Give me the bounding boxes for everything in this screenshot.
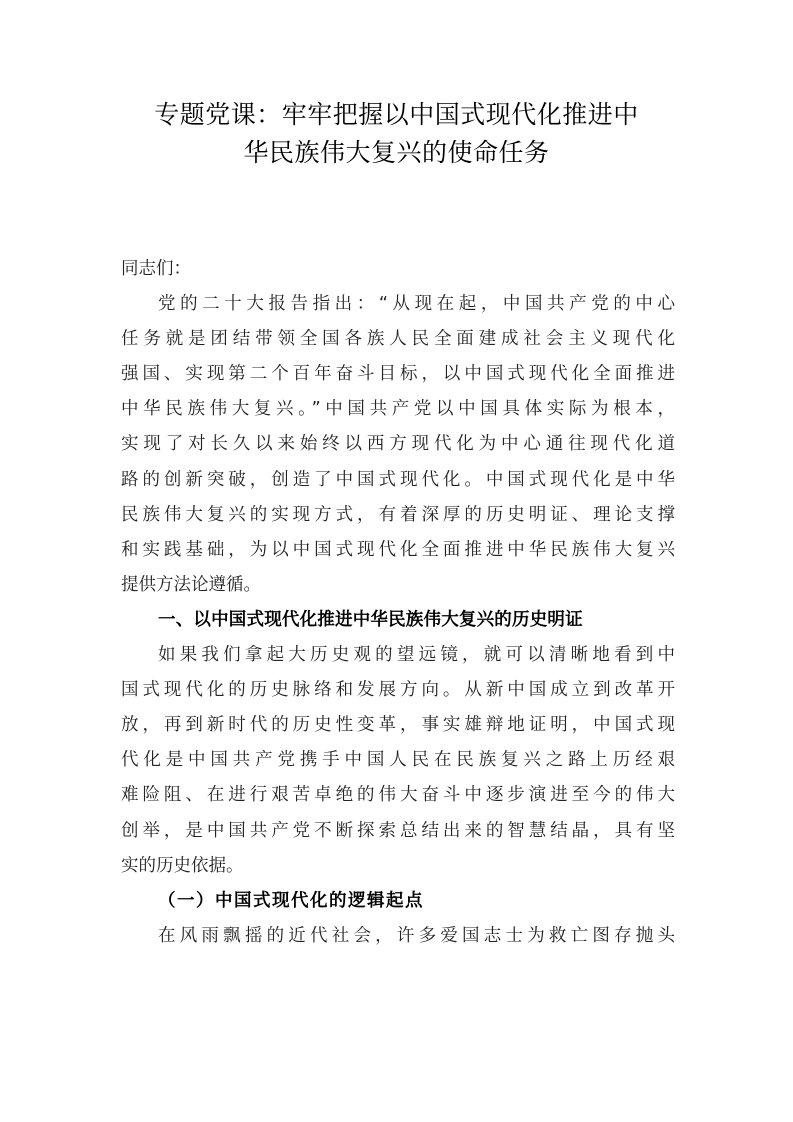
paragraph-line: 强国、实现第二个百年奋斗目标，以中国式现代化全面推进 [121, 364, 675, 385]
document-body [121, 252, 675, 954]
paragraph-line: 实的历史依据。 [121, 855, 244, 876]
section-heading-1: 一、以中国式现代化推进中华民族伟大复兴的历史明证 [158, 609, 583, 630]
paragraph-line: 和实践基础，为以中国式现代化全面推进中华民族伟大复兴 [121, 539, 675, 560]
paragraph-line: 代化是中国共产党携手中国人民在民族复兴之路上历经艰 [121, 750, 675, 771]
salutation: 同志们： [121, 259, 191, 279]
paragraph-2 [121, 638, 675, 884]
paragraph-line: 中华民族伟大复兴。”中国共产党以中国具体实际为根本， [121, 399, 675, 420]
paragraph-line: 民族伟大复兴的实现方式，有着深厚的历史明证、理论支撑 [121, 504, 675, 525]
paragraph-line: 创举，是中国共产党不断探索总结出来的智慧结晶，具有坚 [121, 820, 675, 841]
subsection-heading-1: （一）中国式现代化的逻辑起点 [158, 890, 424, 911]
paragraph-line: 实现了对长久以来始终以西方现代化为中心通往现代化道 [121, 434, 675, 455]
paragraph-line: 在风雨飘摇的近代社会，许多爱国志士为救亡图存抛头 [158, 925, 675, 946]
paragraph-line: 提供方法论遵循。 [121, 574, 261, 595]
title-line-1: 专题党课：牢牢把握以中国式现代化推进中 [154, 100, 639, 129]
paragraph-line: 党的二十大报告指出：“从现在起，中国共产党的中心 [158, 294, 675, 315]
paragraph-line: 难险阻、在进行艰苦卓绝的伟大奋斗中逐步演进至今的伟大 [121, 785, 675, 806]
title-line-2: 华民族伟大复兴的使命任务 [243, 138, 550, 167]
paragraph-line: 路的创新突破，创造了中国式现代化。中国式现代化是中华 [121, 469, 675, 490]
paragraph-3 [121, 919, 675, 954]
paragraph-line: 放，再到新时代的历史性变革，事实雄辩地证明，中国式现 [121, 715, 675, 736]
paragraph-line: 国式现代化的历史脉络和发展方向。从新中国成立到改革开 [121, 680, 675, 701]
paragraph-1 [121, 287, 675, 603]
paragraph-line: 任务就是团结带领全国各族人民全面建成社会主义现代化 [121, 329, 675, 350]
paragraph-line: 如果我们拿起大历史观的望远镜，就可以清晰地看到中 [158, 645, 675, 666]
document-title [100, 96, 693, 172]
